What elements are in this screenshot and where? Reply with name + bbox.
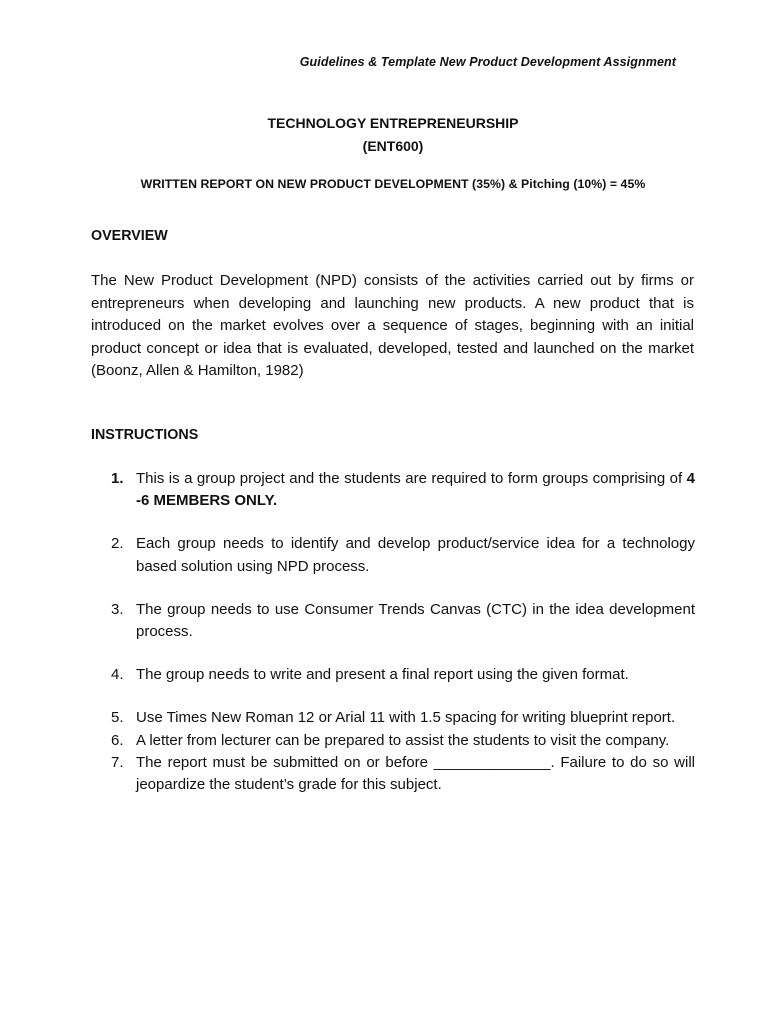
instruction-item-7 — [91, 752, 695, 796]
instruction-item-5 — [91, 707, 695, 729]
course-title-block — [0, 112, 768, 158]
instruction-item-4 — [91, 664, 695, 686]
instruction-item-3 — [91, 599, 695, 643]
instruction-number: 1. — [111, 470, 124, 487]
instruction-number: 4. — [111, 666, 124, 684]
instruction-number: 2. — [111, 535, 124, 553]
overview-heading: OVERVIEW — [91, 228, 168, 244]
instructions-heading: INSTRUCTIONS — [91, 427, 199, 443]
instruction-item-2 — [91, 533, 695, 577]
instruction-text: Use Times New Roman 12 or Arial 11 with 1.5 spacing for writing blueprint report. — [136, 709, 676, 727]
instructions-list — [91, 468, 695, 796]
instruction-text: The group needs to use Consumer Trends Canvas (CTC) in the idea development process. — [136, 600, 695, 641]
instruction-item-1 — [91, 468, 695, 512]
instruction-text: Each group needs to identify and develop product/service idea for a technology based solution using NPD process. — [136, 535, 695, 575]
header-note: Guidelines & Template New Product Development Assignment — [299, 55, 676, 69]
course-code: (ENT600) — [362, 138, 424, 154]
group-size-requirement: 4 -6 MEMBERS ONLY. — [136, 470, 695, 510]
instruction-number: 7. — [111, 753, 124, 771]
instruction-number: 3. — [111, 600, 124, 618]
instruction-text: This is a group project and the students are required to form groups comprising of — [136, 470, 687, 487]
instruction-item-6 — [91, 730, 695, 752]
report-weighting: WRITTEN REPORT ON NEW PRODUCT DEVELOPMENT (35%) & Pitching (10%) = 45% — [140, 177, 646, 191]
instruction-text: A letter from lecturer can be prepared to assist the students to visit the company. — [136, 731, 670, 749]
instruction-number: 6. — [111, 731, 124, 749]
instruction-number: 5. — [111, 709, 124, 727]
instruction-text: The report must be submitted on or before ______________. Failure to do so will jeopardize the student’s grade for this subject. — [136, 753, 695, 794]
instruction-text: The group needs to write and present a final report using the given format. — [136, 666, 629, 684]
overview-paragraph: The New Product Development (NPD) consists of the activities carried out by firms or entrepreneurs when developing and launching new products. A new product that is introduced on the market evolves over a sequence of stages, beginning with an initial product concept or idea that is evaluated, developed, tested and launched on the market (Boonz, Allen & Hamilton, 1982) — [91, 272, 694, 379]
course-title: TECHNOLOGY ENTREPRENEURSHIP — [267, 115, 519, 131]
